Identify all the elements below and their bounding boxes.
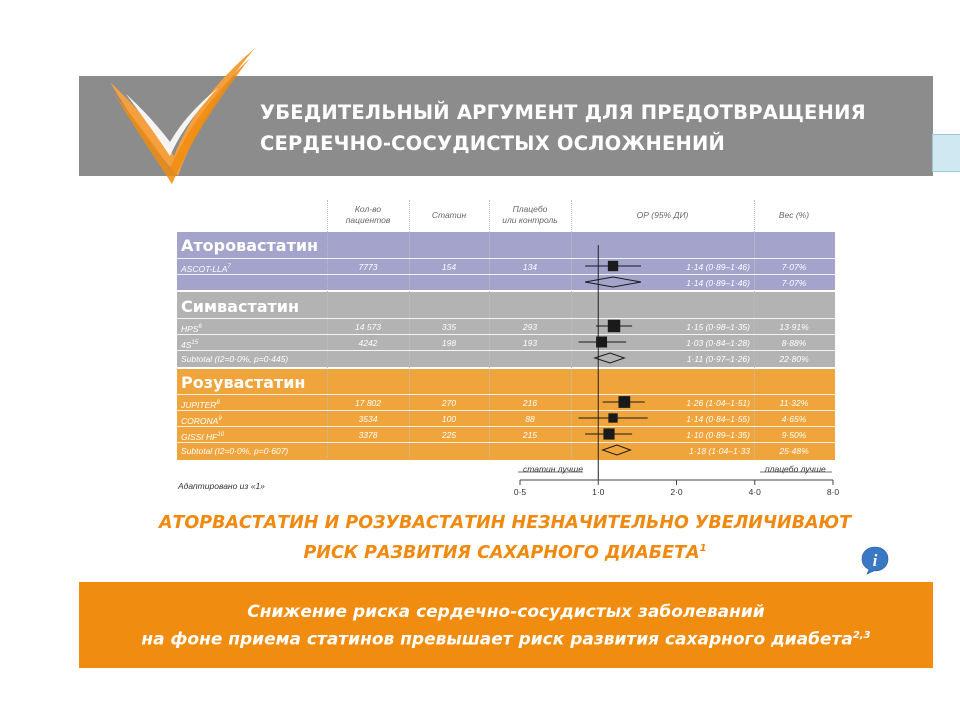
statin-count: 335	[441, 322, 457, 332]
statin-count: 198	[441, 338, 457, 348]
placebo-count: 134	[522, 262, 538, 272]
weight-value: 7·07%	[781, 262, 807, 272]
statin-count: 100	[441, 414, 457, 424]
statin-count: 154	[441, 262, 457, 272]
info-icon[interactable]	[860, 545, 890, 575]
col-header-patients: Кол-во пациентов	[345, 204, 391, 225]
or-value: 1·10 (0·89–1·35)	[686, 430, 750, 440]
point-estimate	[596, 337, 607, 348]
point-estimate	[608, 261, 618, 271]
group-title-simvastatin: Симвастатин	[181, 297, 300, 316]
col-header-weight: Вес (%)	[778, 209, 810, 220]
subtotal-diamond	[595, 353, 625, 363]
patients-count: 4242	[358, 338, 378, 348]
weight-value: 4·65%	[781, 414, 807, 424]
group-title-rosuvastatin: Розувастатин	[181, 373, 306, 392]
footer-statement	[79, 600, 933, 652]
col-header-placebo: Плацебо или контроль	[502, 204, 558, 225]
or-value: 1·11 (0·97–1·26)	[686, 354, 750, 364]
warning-line1: АТОРВАСТАТИН И РОЗУВАСТАТИН НЕЗНАЧИТЕЛЬНО УВЕЛИЧИВАЮТ	[158, 513, 852, 533]
weight-value: 9·50%	[781, 430, 807, 440]
patients-count: 3378	[358, 430, 378, 440]
svg-text:i: i	[872, 551, 878, 570]
placebo-count: 293	[522, 322, 538, 332]
subtotal-diamond	[585, 277, 641, 287]
tick-label: 8·0	[826, 487, 840, 497]
study-name: HPS$^6$	[181, 323, 202, 334]
warning-statement	[80, 510, 930, 566]
placebo-count: 215	[522, 430, 538, 440]
or-value: 1·14 (0·84–1·55)	[686, 414, 750, 424]
weight-value: 25·48%	[779, 446, 809, 456]
tick-label: 0·5	[513, 487, 527, 497]
subtotal-label: Subtotal (I2=0·0%, p=0·607)	[181, 446, 289, 456]
patients-count: 17 802	[355, 398, 381, 408]
study-name: JUPITER$^8$	[181, 399, 220, 410]
warning-line2: РИСК РАЗВИТИЯ САХАРНОГО ДИАБЕТА$^1$	[303, 542, 707, 563]
or-value: 1·14 (0·89–1·46)	[686, 278, 750, 288]
point-estimate	[603, 428, 614, 439]
placebo-count: 88	[525, 414, 535, 424]
group-title-atorvastatin: Аторовастатин	[181, 236, 319, 255]
point-estimate	[618, 396, 630, 408]
patients-count: 3534	[358, 414, 378, 424]
patients-count: 14 573	[355, 322, 381, 332]
statin-better-label: статин лучше	[523, 464, 583, 474]
or-value: 1·03 (0·84–1·28)	[686, 338, 750, 348]
subtotal-diamond	[603, 445, 631, 455]
patients-count: 7773	[358, 262, 378, 272]
weight-value: 8·88%	[781, 338, 807, 348]
study-name: ASCOT-LLA$^7$	[181, 263, 231, 274]
col-header-or: ОР (95% ДИ)	[636, 209, 689, 220]
page-title-line2: СЕРДЕЧНО-СОСУДИСТЫХ ОСЛОЖНЕНИЙ	[260, 132, 726, 155]
footer-line1: Снижение риска сердечно-сосудистых заболеваний	[247, 602, 765, 622]
study-name: CORONA$^9$	[181, 415, 222, 426]
weight-value: 7·07%	[781, 278, 807, 288]
or-value: 1·26 (1·04–1·51)	[686, 398, 750, 408]
footer-line2: на фоне приема статинов превышает риск развития сахарного диабета$^{2,3}$	[141, 629, 871, 650]
study-name: $4S^{15}$	[181, 339, 199, 350]
tick-label: 1·0	[592, 487, 605, 497]
col-header-statin: Статин	[431, 209, 467, 220]
placebo-count: 193	[522, 338, 538, 348]
placebo-better-label: плацебо лучше	[765, 464, 826, 474]
tick-label: 4·0	[748, 487, 761, 497]
placebo-count: 216	[522, 398, 538, 408]
subtotal-label: Subtotal (I2=0·0%, p=0·445)	[181, 354, 289, 364]
page-title-line1: УБЕДИТЕЛЬНЫЙ АРГУМЕНТ ДЛЯ ПРЕДОТВРАЩЕНИЯ	[260, 101, 866, 124]
or-value: 1·14 (0·89–1·46)	[686, 262, 750, 272]
or-value: 1·18 (1·04–1·33	[689, 446, 750, 456]
point-estimate	[608, 320, 620, 332]
or-value: 1·15 (0·98–1·35)	[686, 322, 750, 332]
statin-count: 270	[441, 398, 457, 408]
weight-value: 13·91%	[779, 322, 809, 332]
study-name: GISSI HF$^{10}$	[181, 431, 225, 442]
statin-count: 225	[441, 430, 457, 440]
weight-value: 11·32%	[779, 398, 809, 408]
point-estimate	[608, 413, 617, 422]
tick-label: 2·0	[670, 487, 683, 497]
weight-value: 22·80%	[779, 354, 809, 364]
source-note: Адаптировано из «1»	[178, 481, 265, 491]
